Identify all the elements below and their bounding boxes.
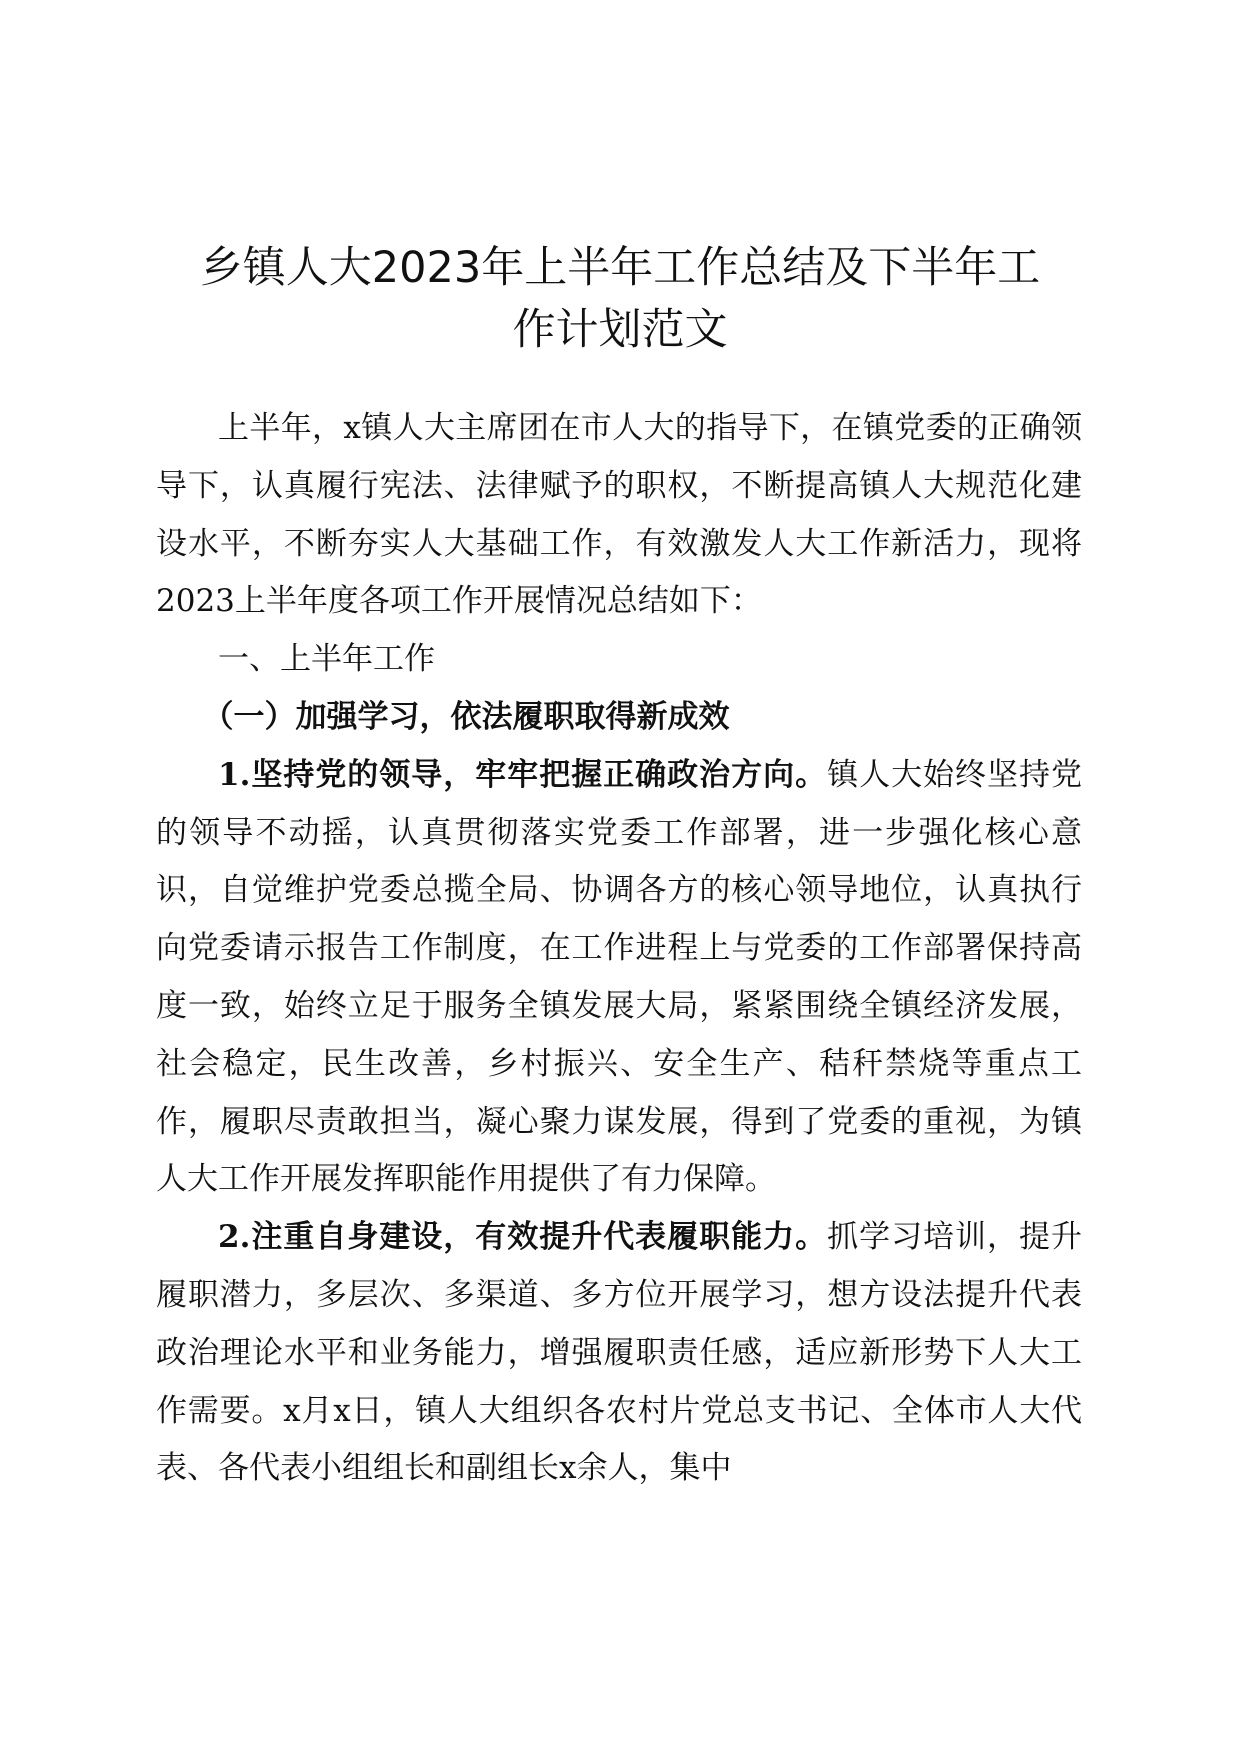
section-heading-first-half-work: 一、上半年工作 <box>218 641 435 678</box>
item-2-paragraph <box>156 1209 1082 1498</box>
document-body <box>156 400 1082 1498</box>
subsection-heading-study: （一）加强学习，依法履职取得新成效 <box>202 698 730 735</box>
item-2-lead: 2.注重自身建设，有效提升代表履职能力。 <box>218 1219 828 1256</box>
item-1-body: 镇人大始终坚持党的领导不动摇，认真贯彻落实党委工作部署，进一步强化核心意识，自觉维护党委总揽全局、协调各方的核心领导地位，认真执行向党委请示报告工作制度，在工作进程上与党委的工作部署保持高度一致，始终立足于服务全镇发展大局，紧紧围绕全镇经济发展，社会稳定，民生改善，乡村振兴、安全生产、秸秆禁烧等重点工作，履职尽责敢担当，凝心聚力谋发展，得到了党委的重视，为镇人大工作开展发挥职能作用提供了有力保障。 <box>156 756 1082 1198</box>
item-1-paragraph <box>156 747 1082 1209</box>
item-2-body: 抓学习培训，提升履职潜力，多层次、多渠道、多方位开展学习，想方设法提升代表政治理论水平和业务能力，增强履职责任感，适应新形势下人大工作需要。x月x日，镇人大组织各农村片党总支书记、全体市人大代表、各代表小组组长和副组长x余人，集中 <box>156 1219 1082 1487</box>
item-1-lead: 1.坚持党的领导，牢牢把握正确政治方向。 <box>218 756 828 793</box>
document-title <box>150 237 1090 361</box>
intro-paragraph: 上半年，x镇人大主席团在市人大的指导下，在镇党委的正确领导下，认真履行宪法、法律赋予的职权，不断提高镇人大规范化建设水平，不断夯实人大基础工作，有效激发人大工作新活力，现将2023上半年度各项工作开展情况总结如下： <box>156 410 1082 620</box>
title-line-1: 乡镇人大2023年上半年工作总结及下半年工 <box>199 243 1041 293</box>
title-line-2: 作计划范文 <box>512 305 728 355</box>
